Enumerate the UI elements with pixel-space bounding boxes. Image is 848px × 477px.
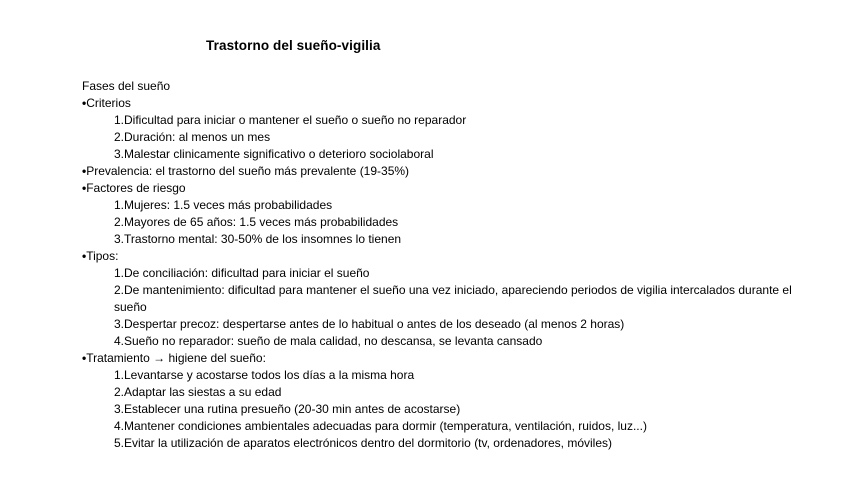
list-item: 4.Sueño no reparador: sueño de mala calidad, no descansa, se levanta cansado	[114, 334, 543, 348]
list-item: 2.De mantenimiento: dificultad para mantener el sueño una vez iniciado, apareciendo periodos de vigilia intercalados durante el sueño	[114, 283, 792, 314]
bullet-tipos	[82, 248, 822, 265]
list-item: 4.Mantener condiciones ambientales adecuadas para dormir (temperatura, ventilación, ruidos, luz...)	[114, 419, 647, 433]
list-item: 5.Evitar la utilización de aparatos electrónicos dentro del dormitorio (tv, ordenadores, móviles)	[114, 436, 613, 450]
bullet-label: Tipos:	[86, 249, 119, 263]
list-item: 1.De conciliación: dificultad para iniciar el sueño	[114, 266, 370, 280]
bullet-label: Tratamiento	[86, 351, 150, 365]
bullet-label: Factores de riesgo	[86, 181, 186, 195]
bullet-icon: •	[82, 351, 87, 365]
bullet-label: Criterios	[86, 96, 131, 110]
list-item: 2.Duración: al menos un mes	[114, 130, 271, 144]
bullet-prevalencia	[82, 163, 822, 180]
list-item: 2.Adaptar las siestas a su edad	[114, 385, 282, 399]
list-item: 3.Trastorno mental: 30-50% de los insomnes lo tienen	[114, 232, 402, 246]
bullet-icon: •	[82, 181, 87, 195]
list-item: 1.Levantarse y acostarse todos los días a la misma hora	[114, 368, 415, 382]
list-item: 1.Mujeres: 1.5 veces más probabilidades	[114, 198, 333, 212]
list-item: 2.Mayores de 65 años: 1.5 veces más probabilidades	[114, 215, 399, 229]
list-item: 3.Malestar clinicamente significativo o deterioro sociolaboral	[114, 147, 434, 161]
document-body	[82, 78, 822, 452]
list-item: 3.Establecer una rutina presueño (20-30 min antes de acostarse)	[114, 402, 461, 416]
arrow-right-icon: →	[153, 351, 166, 365]
bullet-tratamiento	[82, 350, 822, 367]
list-item: 1.Dificultad para iniciar o mantener el sueño o sueño no reparador	[114, 113, 467, 127]
bullet-icon: •	[82, 249, 87, 263]
section-heading: Fases del sueño	[82, 79, 171, 93]
bullet-icon: •	[82, 96, 87, 110]
document-title: Trastorno del sueño-vigilia	[206, 38, 381, 53]
bullet-factores	[82, 180, 822, 197]
list-item: 3.Despertar precoz: despertarse antes de lo habitual o antes de los deseado (al menos 2 horas)	[114, 317, 625, 331]
bullet-label: Prevalencia: el trastorno del sueño más prevalente (19-35%)	[86, 164, 410, 178]
bullet-criterios	[82, 95, 822, 112]
bullet-icon: •	[82, 164, 87, 178]
bullet-label: higiene del sueño:	[168, 351, 266, 365]
